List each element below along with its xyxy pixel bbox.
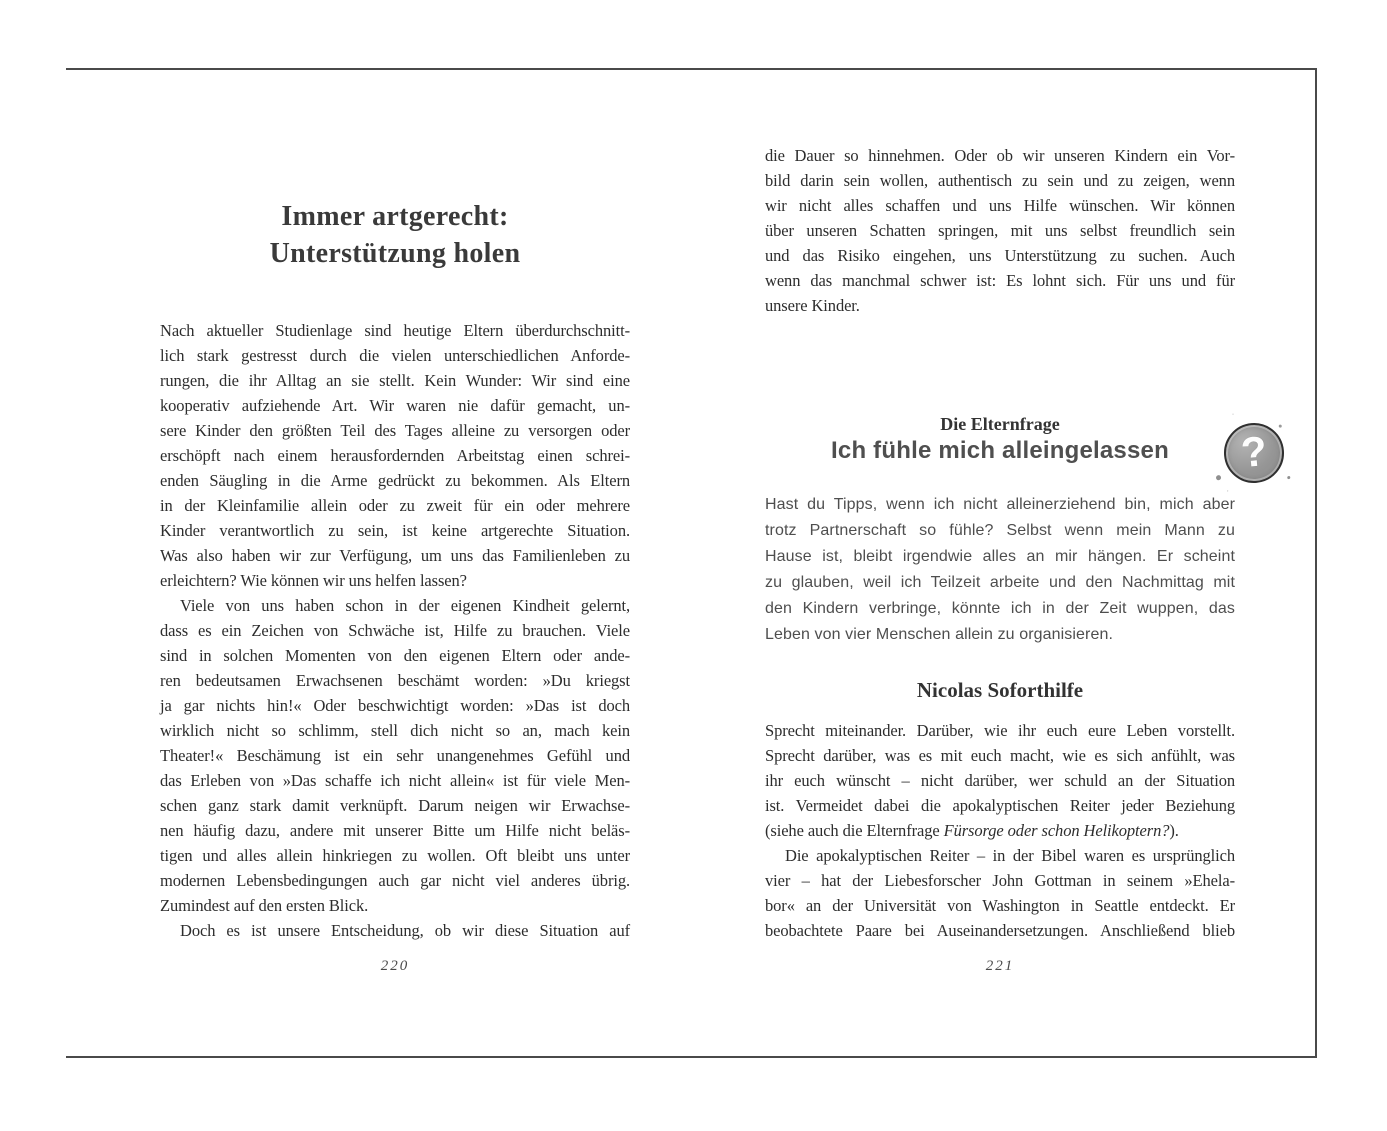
- text-line: und das Risiko eingehen, uns Unterstützung zu suchen. Auch: [765, 246, 1235, 265]
- text-line: Leben von vier Menschen allein zu organisieren.: [765, 626, 1114, 643]
- text-line: nen häufig dazu, andere mit unserer Bitte um Hilfe nicht beläs-: [160, 821, 630, 840]
- text-line: enden Säugling in die Arme gedrückt zu bekommen. Als Eltern: [160, 471, 630, 490]
- text-line: beobachtete Paare bei Auseinandersetzungen. Anschließend blieb: [765, 921, 1235, 940]
- text-line: Sprecht darüber, was es mit euch macht, wie es sich anfühlt, was: [765, 746, 1235, 765]
- text-line: rungen, die ihr Alltag an sie stellt. Kein Wunder: Wir sind eine: [160, 371, 630, 390]
- text-line: Sprecht miteinander. Darüber, wie ihr euch eure Leben vorstellt.: [765, 721, 1235, 740]
- text-line: über unseren Schatten springen, mit uns selbst freundlich sein: [765, 221, 1235, 240]
- question-mark-glyph: ?: [1238, 426, 1269, 476]
- text-line: wenn das manchmal schwer ist: Es lohnt sich. Für uns und für: [765, 271, 1235, 290]
- text-line: Was also haben wir zur Verfügung, um uns das Familienleben zu: [160, 546, 630, 565]
- parent-question-text: [765, 492, 1235, 648]
- text-line: sere Kinder den größten Teil des Tages alleine zu versorgen oder: [160, 421, 630, 440]
- right-page-top-body: [765, 143, 1235, 318]
- elternfrage-kicker: Die Elternfrage: [940, 414, 1060, 434]
- text-line: erleichtern? Wie können wir uns helfen lassen?: [160, 571, 467, 590]
- text-line: Hast du Tipps, wenn ich nicht alleinerziehend bin, mich aber: [765, 496, 1235, 513]
- text-line: ren bedeutsamen Erwachsenen beschämt worden: »Du kriegst: [160, 671, 630, 690]
- text-line: erschöpft nach einem herausfordernden Arbeitstag einen schrei-: [160, 446, 630, 465]
- left-page-body: [160, 318, 630, 943]
- text-line: Nach aktueller Studienlage sind heutige Eltern überdurchschnitt-: [160, 321, 630, 340]
- text-line: dass es ein Zeichen von Schwäche ist, Hilfe zu brauchen. Viele: [160, 621, 630, 640]
- text-line: sind in solchen Momenten von den eigenen Eltern oder ande-: [160, 646, 630, 665]
- text-line: tigen und alles allein hinkriegen zu wollen. Oft bleibt uns unter: [160, 846, 630, 865]
- text-line: zu glauben, weil ich Teilzeit arbeite und den Nachmittag mit: [765, 574, 1235, 591]
- text-line: lich stark gestresst durch die vielen unterschiedlichen Anforde-: [160, 346, 630, 365]
- text-line: Theater!« Beschämung ist ein sehr unangenehmes Gefühl und: [160, 746, 630, 765]
- text-line: ist. Vermeidet dabei die apokalyptischen Reiter jeder Beziehung: [765, 796, 1235, 815]
- chapter-heading-line1: Immer artgerecht:: [281, 201, 509, 232]
- text-line: vier – hat der Liebesforscher John Gottman in seinem »Ehela-: [765, 871, 1235, 890]
- text-line: wir nicht alles schaffen und uns Hilfe wünschen. Wir können: [765, 196, 1235, 215]
- text-line: modernen Lebensbedingungen auch gar nicht viel anderes übrig.: [160, 871, 630, 890]
- text-line: Hause ist, bleibt irgendwie alles an mir hängen. Er scheint: [765, 548, 1235, 565]
- text-line: unsere Kinder.: [765, 296, 860, 315]
- text-line: Kinder verantwortlich zu sein, ist keine artgerechte Situation.: [160, 521, 630, 540]
- chapter-heading: [160, 198, 630, 272]
- italic-text-segment: Fürsorge oder schon Helikoptern?: [943, 821, 1170, 840]
- text-line: in der Kleinfamilie allein oder zu zweit für ein oder mehrere: [160, 496, 630, 515]
- elternfrage-title: Ich fühle mich alleingelassen: [831, 437, 1169, 464]
- text-line: bor« an der Universität von Washington in Seattle entdeckt. Er: [765, 896, 1235, 915]
- text-line: ihr euch wünscht – nicht darüber, wer schuld an der Situation: [765, 771, 1235, 790]
- text-segment: ).: [1169, 821, 1179, 840]
- text-line: das Erleben von »Das schaffe ich nicht allein« ist für viele Men-: [160, 771, 630, 790]
- text-line: Doch es ist unsere Entscheidung, ob wir diese Situation auf: [180, 921, 630, 940]
- text-line: bild darin sein wollen, authentisch zu sein und zu zeigen, wenn: [765, 171, 1235, 190]
- text-line: Die apokalyptischen Reiter – in der Bibel waren es ursprünglich: [785, 846, 1235, 865]
- text-line: ja gar nichts hin!« Oder beschwichtigt worden: »Das ist doch: [160, 696, 630, 715]
- text-line: den Kindern verbringe, könnte ich in der Zeit wuppen, das: [765, 600, 1235, 617]
- text-line: Viele von uns haben schon in der eigenen Kindheit gelernt,: [180, 596, 630, 615]
- chapter-heading-line2: Unterstützung holen: [269, 238, 521, 269]
- page-number-left: 220: [380, 958, 410, 974]
- text-line: die Dauer so hinnehmen. Oder ob wir unseren Kindern ein Vor-: [765, 146, 1235, 165]
- text-line: [765, 818, 1235, 843]
- soforthilfe-heading: Nicolas Soforthilfe: [916, 678, 1084, 702]
- page-number-right: 221: [985, 958, 1015, 974]
- soforthilfe-answer-part1: [765, 718, 1235, 943]
- text-line: wirklich nicht so schlimm, stell dich nicht so an, mach kein: [160, 721, 630, 740]
- text-line: Zumindest auf den ersten Blick.: [160, 896, 369, 915]
- text-line: kooperativ aufziehende Art. Wir waren nie dafür gemacht, un-: [160, 396, 630, 415]
- text-line: schen ganz stark damit verknüpft. Darum neigen wir Erwachse-: [160, 796, 630, 815]
- text-segment: (siehe auch die Elternfrage: [765, 821, 944, 840]
- text-line: trotz Partnerschaft so fühle? Selbst wenn mein Mann zu: [765, 522, 1235, 539]
